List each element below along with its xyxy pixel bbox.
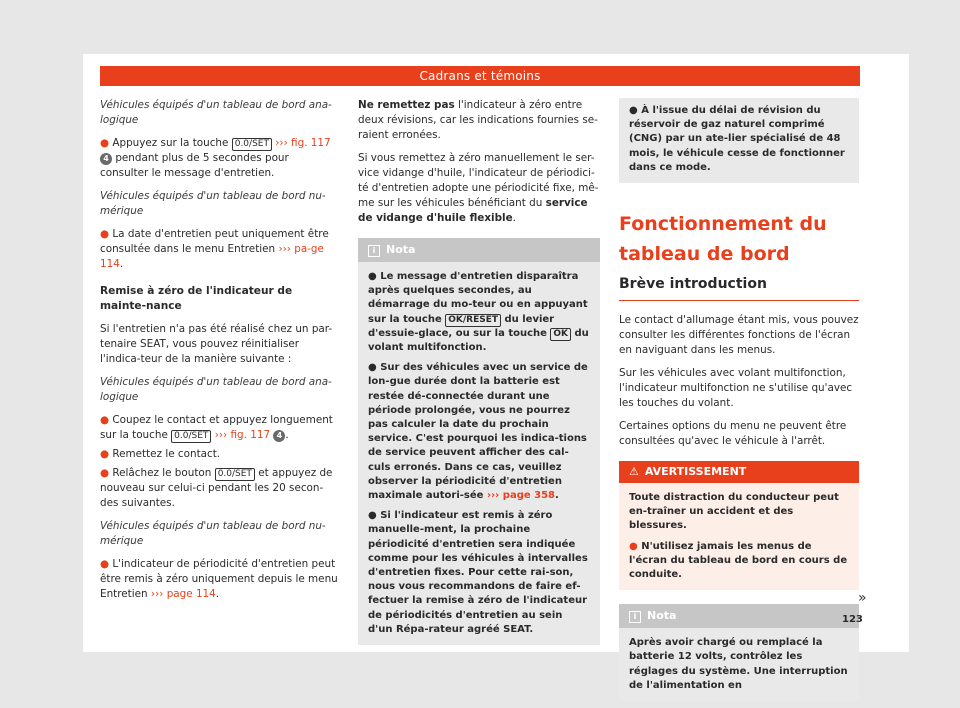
note-item: ● Le message d'entretien disparaîtra après quelques secondes, au démarrage du mo-teur ou en appuyant sur la touche OK/RESET du levier d'essuie-glace, ou sur la touche OK du volant multifonction. [368, 271, 589, 354]
key-set: 0.0/SET [215, 468, 255, 481]
note-item: ● Si l'indicateur est remis à zéro manuelle-ment, la prochaine périodicité d'entretien sera indiquée comme pour les véhicules à intervalles d'entretien fixes. Pour cette rai-son, nous vous recommandons de faire ef-fectuer la remise à zéro de l'indicateur de périodicités d'entretien au sein d'un Répa-rateur agréé SEAT. [368, 510, 588, 635]
section-heading: Brève introduction [619, 276, 767, 293]
note-text: Après avoir chargé ou remplacé la batterie 12 volts, contrôlez les réglages du système. Une interruption de l'alimentation en [629, 637, 848, 691]
note-header: i Nota [619, 604, 859, 628]
continue-mark: » [858, 590, 867, 606]
section-title: Véhicules équipés d'un tableau de bord ana-logique [100, 99, 332, 126]
paragraph: Certaines options du menu ne peuvent être consultées qu'avec le véhicule à l'arrêt. [619, 420, 847, 448]
continued-note-box: ● À l'issue du délai de révision du réservoir de gaz naturel comprimé (CNG) par un ate-lier spécialisé de 48 mois, le véhicule cesse de fonctionner dans ce mode. [619, 98, 859, 183]
section-title: Véhicules équipés d'un tableau de bord nu-mérique [100, 190, 326, 217]
bullet-item: ● La date d'entretien peut uniquement être consultée dans le menu Entretien ››› pa-ge 114. [100, 228, 329, 270]
bullet-item: ● L'indicateur de périodicité d'entretien peut être remis à zéro uniquement depuis le menu Entretien ››› page 114. [100, 558, 338, 600]
page-header: Cadrans et témoins [100, 66, 860, 86]
bullet-item: ● Appuyez sur la touche 0.0/SET ››› fig. 117 4 pendant plus de 5 secondes pour consulter le message d'entretien. [100, 137, 331, 179]
warning-body [619, 483, 859, 590]
note-header: i Nota [358, 238, 600, 262]
section-title: Véhicules équipés d'un tableau de bord ana-logique [100, 376, 332, 403]
bullet-icon: ● [100, 448, 113, 460]
bullet-icon: ● [100, 137, 113, 149]
figure-link[interactable]: ››› fig. 117 [275, 137, 331, 149]
warning-box [619, 461, 859, 590]
bullet-item: ● Relâchez le bouton 0.0/SET et appuyez de nouveau sur celui-ci pendant les 20 secon-des suivantes. [100, 467, 333, 509]
bullet-icon: ● [100, 467, 113, 479]
bullet-item: ● Remettez le contact. [100, 448, 221, 460]
note-item: ● Sur des véhicules avec un service de lon-gue durée dont la batterie est restée dé-connectée durant une période prolongée, vous ne pourrez pas calculer la date du prochain service. C'est pourquoi les indica-tions de service peuvent afficher des cal-culs erronés. Dans ce cas, veuillez observer la périodicité d'entretien maximale autori-sée ››› page 358. [368, 362, 588, 502]
chapter-heading-block [619, 209, 859, 301]
page-link[interactable]: ››› page 114 [150, 588, 216, 600]
page-number: 123 [842, 614, 863, 625]
callout-number: 4 [273, 430, 285, 442]
warning-item: ● N'utilisez jamais les menus de l'écran du tableau de bord en cours de conduite. [629, 540, 848, 581]
section-title: Véhicules équipés d'un tableau de bord nu-mérique [100, 520, 326, 547]
note-body [619, 628, 859, 701]
warning-header: ⚠ AVERTISSEMENT [619, 461, 859, 483]
key-set: 0.0/SET [232, 138, 272, 151]
column-3 [619, 98, 859, 701]
warning-icon: ⚠ [629, 465, 639, 479]
paragraph: Le contact d'allumage étant mis, vous pouvez consulter les différentes fonctions de l'écran en naviguant dans les menus. [619, 314, 859, 357]
bullet-icon: ● [100, 414, 113, 426]
info-icon: i [629, 611, 641, 623]
column-1 [100, 98, 338, 610]
subheading: Remise à zéro de l'indicateur de mainte-nance [100, 285, 293, 312]
note-body [358, 262, 600, 645]
paragraph: Si vous remettez à zéro manuellement le ser-vice vidange d'huile, l'indicateur de périodici-té d'entretien adopte une périodicité fixe, mê-me sur les véhicules bénéficiant du service de vidange d'huile flexible. [358, 152, 599, 224]
bullet-icon: ● [100, 228, 113, 240]
page-link[interactable]: ››› page 358 [486, 490, 555, 502]
paragraph: Si l'entretien n'a pas été réalisé chez un par-tenaire SEAT, vous pouvez réinitialiser l'indica-teur de la manière suivante : [100, 323, 333, 365]
column-2 [358, 98, 600, 645]
key-set: 0.0/SET [171, 430, 211, 443]
warning-item: Toute distraction du conducteur peut en-traîner un accident et des blessures. [629, 492, 839, 532]
key-ok-reset: OK/RESET [445, 314, 501, 327]
info-icon: i [368, 245, 380, 257]
figure-link[interactable]: ››› fig. 117 [214, 429, 271, 441]
heading-rule [619, 300, 859, 301]
note-box [358, 238, 600, 645]
paragraph: Sur les véhicules avec volant multifonction, l'indicateur multifonction ne s'utilise qu'avec les touches du volant. [619, 367, 853, 410]
page-link[interactable]: ››› pa-ge 114 [100, 243, 324, 270]
key-ok: OK [550, 328, 571, 341]
note-box-2 [619, 604, 859, 701]
bullet-icon: ● [100, 558, 113, 570]
callout-number: 4 [100, 153, 112, 165]
paragraph: Ne remettez pas l'indicateur à zéro entre deux révisions, car les indications fournies se-raient erronées. [358, 99, 598, 141]
chapter-title: Fonctionnement du tableau de bord [619, 213, 827, 266]
bullet-item: ● Coupez le contact et appuyez longuement sur la touche 0.0/SET ››› fig. 117 4 . [100, 414, 333, 441]
